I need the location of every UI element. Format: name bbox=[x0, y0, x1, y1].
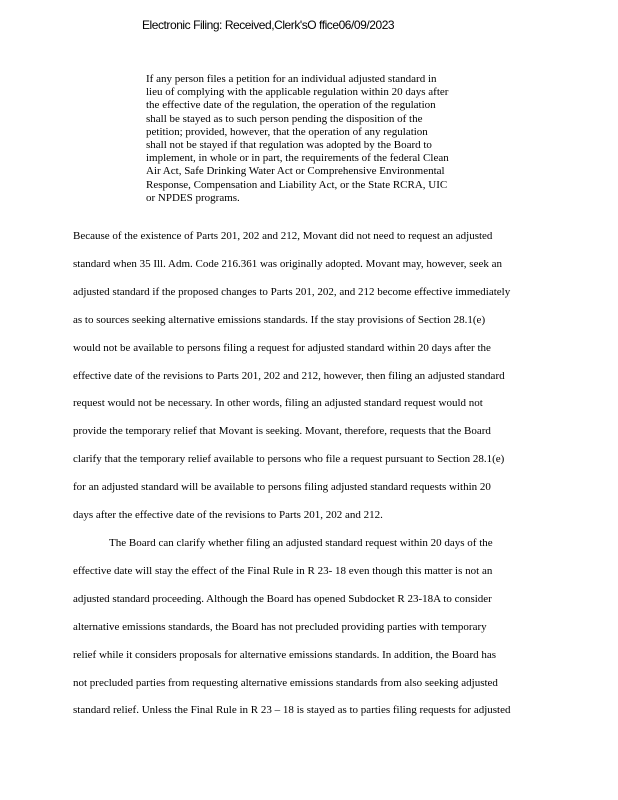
paragraph-2 bbox=[73, 530, 553, 725]
paragraph-line: standard when 35 Ill. Adm. Code 216.361 was originally adopted. Movant may, however, seek an bbox=[73, 257, 502, 270]
quote-line: or NPDES programs. bbox=[146, 191, 240, 204]
paragraph-line: would not be available to persons filing a request for adjusted standard within 20 days after the bbox=[73, 341, 491, 354]
quote-line: shall not be stayed if that regulation was adopted by the Board to bbox=[146, 139, 432, 152]
quote-line: shall be stayed as to such person pending the disposition of the bbox=[146, 112, 423, 125]
quote-line: Response, Compensation and Liability Act, or the State RCRA, UIC bbox=[146, 178, 448, 191]
quote-line: petition; provided, however, that the operation of any regulation bbox=[146, 125, 428, 138]
paragraph-line: provide the temporary relief that Movant is seeking. Movant, therefore, requests that the Board bbox=[73, 425, 491, 438]
paragraph-line: effective date will stay the effect of the Final Rule in R 23- 18 even though this matter is not an bbox=[73, 564, 493, 577]
paragraph-line: days after the effective date of the revisions to Parts 201, 202 and 212. bbox=[73, 509, 383, 522]
paragraph-line: The Board can clarify whether filing an adjusted standard request within 20 days of the bbox=[109, 536, 493, 549]
quote-line: Air Act, Safe Drinking Water Act or Comprehensive Environmental bbox=[146, 165, 445, 178]
paragraph-line: relief while it considers proposals for alternative emissions standards. In addition, the Board has bbox=[73, 648, 497, 661]
paragraph-1 bbox=[73, 223, 553, 530]
paragraph-line: as to sources seeking alternative emissions standards. If the stay provisions of Section 28.1(e) bbox=[73, 313, 486, 326]
quote-line: the effective date of the regulation, the operation of the regulation bbox=[146, 99, 436, 112]
paragraph-line: request would not be necessary. In other words, filing an adjusted standard request would not bbox=[73, 397, 483, 410]
filing-stamp: Electronic Filing: Received,Clerk'sO ffice06/09/2023 bbox=[142, 18, 395, 32]
paragraph-line: clarify that the temporary relief available to persons who file a request pursuant to Section 28.1(e) bbox=[73, 453, 505, 466]
paragraph-line: effective date of the revisions to Parts 201, 202 and 212, however, then filing an adjusted standard bbox=[73, 369, 505, 382]
paragraph-line: standard relief. Unless the Final Rule in R 23 – 18 is stayed as to parties filing requests for adjusted bbox=[73, 704, 511, 717]
body-text bbox=[73, 223, 553, 725]
quote-line: If any person files a petition for an individual adjusted standard in bbox=[146, 73, 437, 85]
paragraph-line: alternative emissions standards, the Board has not precluded providing parties with temporary bbox=[73, 620, 487, 633]
statute-block-quote bbox=[146, 73, 486, 205]
paragraph-line: Because of the existence of Parts 201, 202 and 212, Movant did not need to request an adjusted bbox=[73, 230, 493, 242]
paragraph-line: adjusted standard if the proposed changes to Parts 201, 202, and 212 become effective immediately bbox=[73, 285, 511, 298]
quote-line: lieu of complying with the applicable regulation within 20 days after bbox=[146, 86, 449, 99]
paragraph-line: adjusted standard proceeding. Although the Board has opened Subdocket R 23-18A to consider bbox=[73, 592, 492, 605]
quote-line: implement, in whole or in part, the requirements of the federal Clean bbox=[146, 152, 449, 165]
paragraph-line: not precluded parties from requesting alternative emissions standards from also seeking adjusted bbox=[73, 676, 498, 689]
paragraph-line: for an adjusted standard will be available to persons filing adjusted standard requests within 20 bbox=[73, 481, 491, 494]
